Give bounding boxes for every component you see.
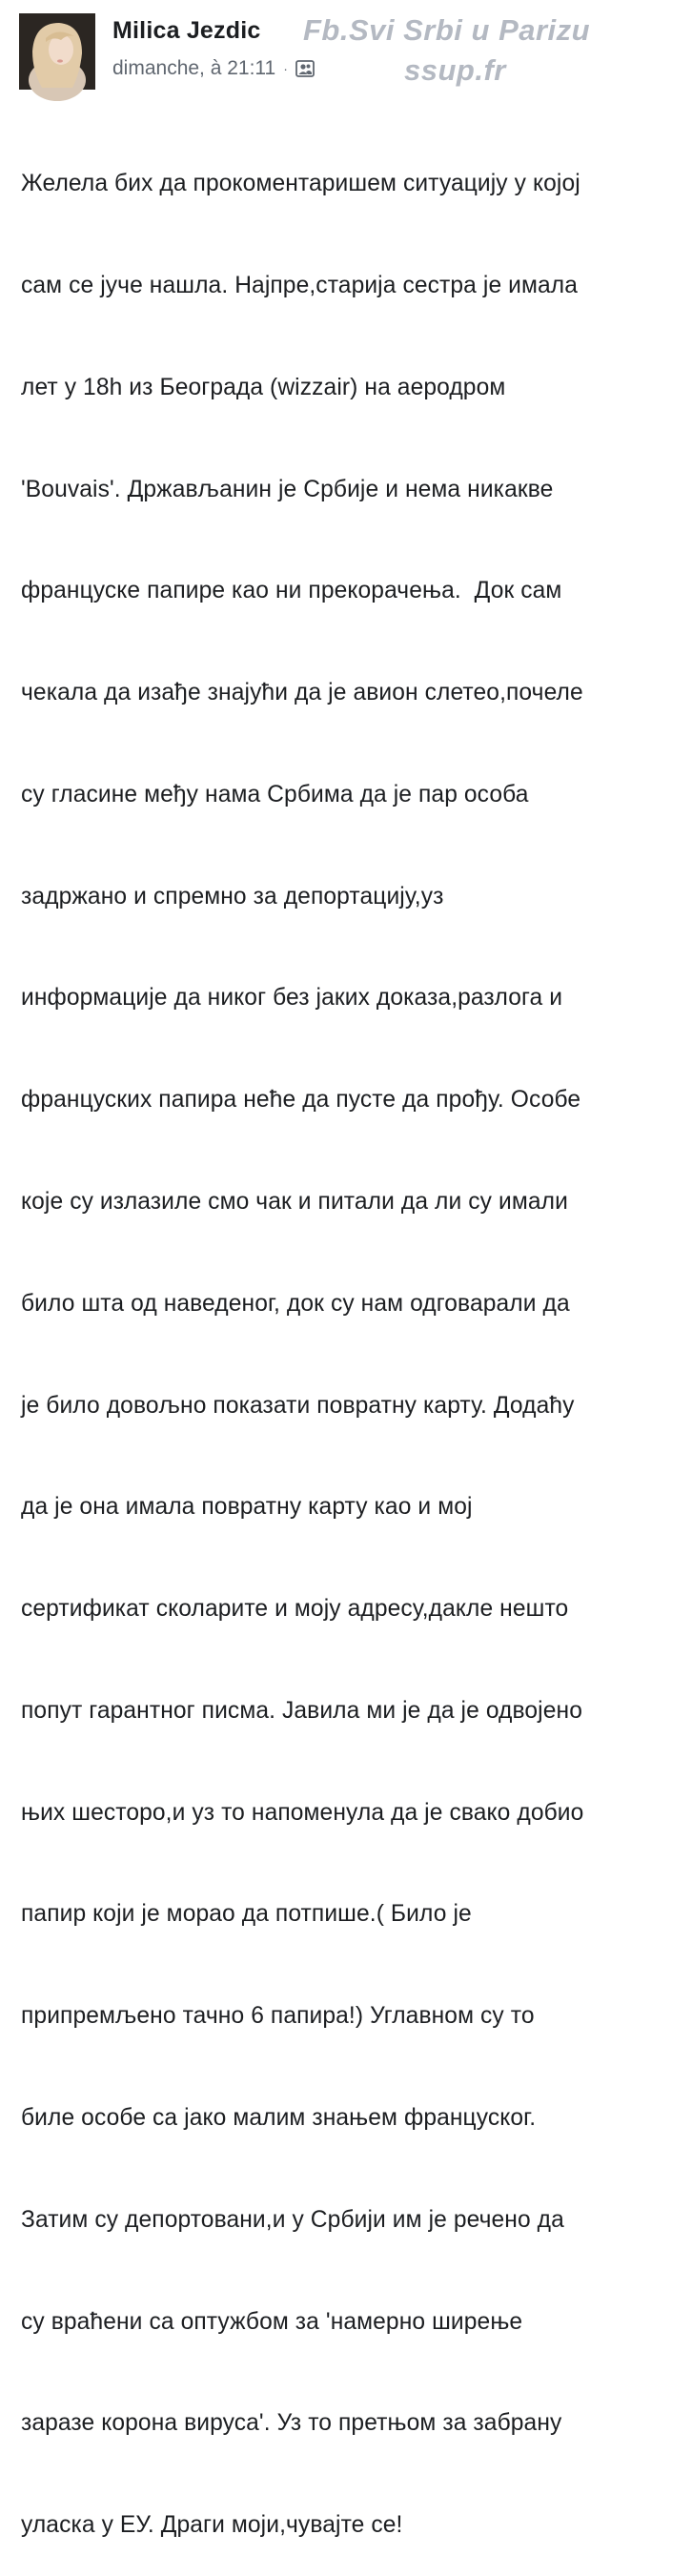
- post-text-line: Затим су депортовани,и у Србији им је речено да: [21, 2206, 564, 2233]
- post-text-line: француских папира неће да пусте да прођу. Особе: [21, 1087, 581, 1114]
- author-name[interactable]: Milica Jezdic: [112, 17, 261, 44]
- post-text-line: су враћени са оптужбом за 'намерно ширење: [21, 2308, 523, 2335]
- avatar[interactable]: [19, 13, 95, 90]
- post-text-line: сам се јуче нашла. Најпре,старија сестра је имала: [21, 272, 579, 298]
- post-text-line: заразе корона вируса'. Уз то претњом за забрану: [21, 2410, 562, 2437]
- post-text-line: које су излазиле смо чак и питали да ли су имали: [21, 1189, 568, 1215]
- post-text-line: да је она имала повратну карту као и мој: [21, 1494, 473, 1521]
- meta-separator: ·: [283, 61, 288, 76]
- post-text-line: француске папире као ни прекорачења. Док сам: [21, 578, 562, 604]
- post-text-line: припремљено тачно 6 папира!) Углавном су то: [21, 2003, 535, 2030]
- post-text-line: њих шесторо,и уз то напоменула да је свако добио: [21, 1799, 584, 1826]
- post-body: [21, 99, 688, 2576]
- post-text-line: биле особе са јако малим знањем француског.: [21, 2105, 537, 2132]
- post-text-line: 'Bouvais'. Држављанин је Србије и нема никакве: [21, 476, 554, 502]
- watermark-facebook-page: Fb.Svi Srbi u Parizu: [303, 13, 591, 47]
- post-meta: [112, 57, 315, 80]
- post-text-line: папир који је морао да потпише.( Било је: [21, 1901, 472, 1928]
- profile-photo: [19, 13, 95, 90]
- post-text-line: чекала да изађе знајући да је авион слетео,почеле: [21, 680, 583, 706]
- post-text-line: лет у 18h из Београда (wizzair) на аеродром: [21, 374, 506, 400]
- post-header: [0, 0, 692, 95]
- post-text-line: уласка у ЕУ. Драги моји,чувајте се!: [21, 2512, 403, 2539]
- watermark-website: ssup.fr: [404, 53, 506, 87]
- post-text-line: сертификат сколарите и моју адресу,дакле нешто: [21, 1596, 569, 1623]
- post-text-line: задржано и спремно за депортацију,уз: [21, 883, 444, 910]
- post-text-line: било шта од наведеног, док су нам одговарали да: [21, 1290, 570, 1317]
- post-text-line: је било довољно показати повратну карту. Додаћу: [21, 1392, 575, 1419]
- post-text-line: су гласине међу нама Србима да је пар особа: [21, 781, 529, 808]
- post-text-line: информације да никог без јаких доказа,разлога и: [21, 985, 563, 1012]
- friends-icon[interactable]: [295, 59, 315, 78]
- post-text-line: попут гарантног писма. Јавила ми је да је одвојено: [21, 1697, 582, 1724]
- post-timestamp[interactable]: dimanche, à 21:11: [112, 57, 276, 79]
- post-text-line: Желела бих да прокоментаришем ситуацију у којој: [21, 171, 580, 197]
